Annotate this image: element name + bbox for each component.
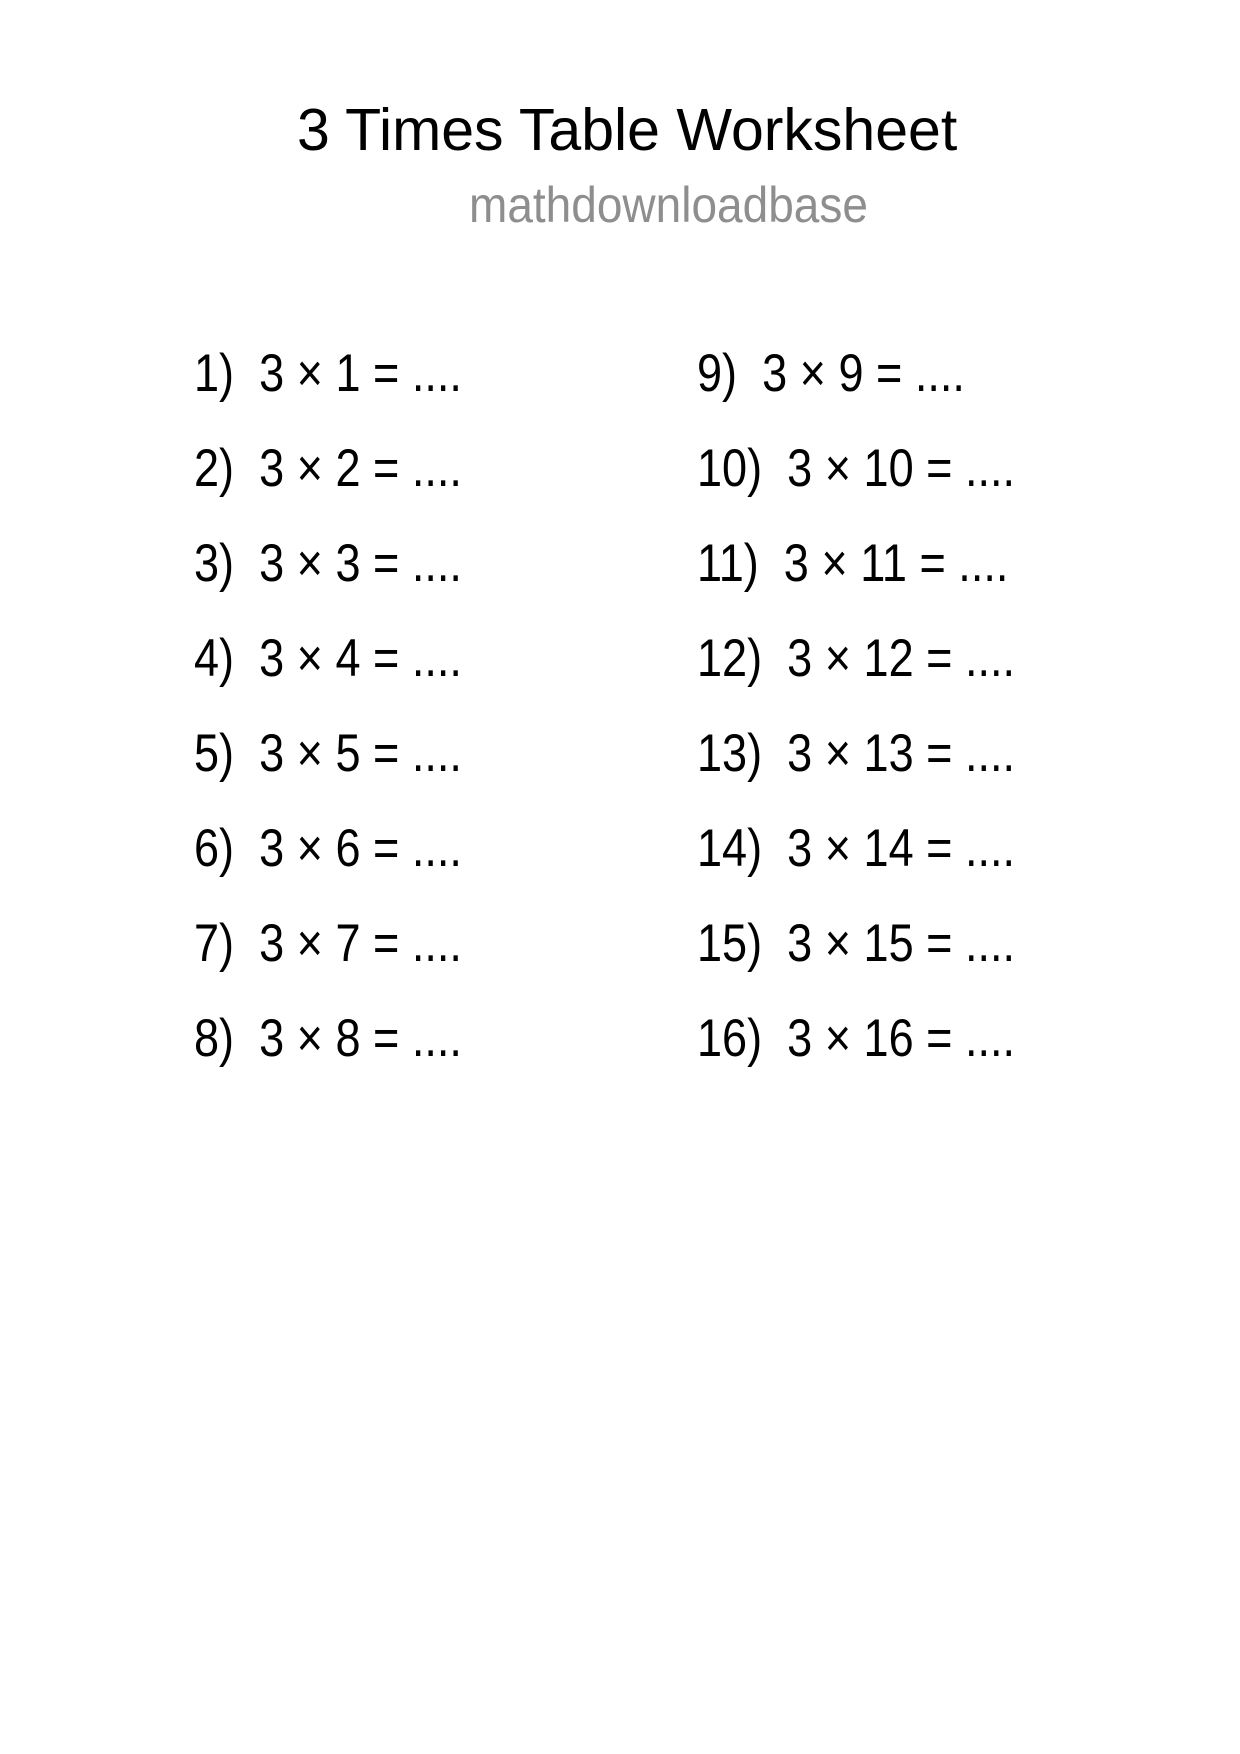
problem-item-9: 9) 3 × 9 = .... xyxy=(697,344,965,403)
problem-item-13: 13) 3 × 13 = .... xyxy=(697,724,1016,783)
problem-item-1: 1) 3 × 1 = .... xyxy=(194,344,462,403)
worksheet-title: 3 Times Table Worksheet xyxy=(297,97,958,163)
problem-item-7: 7) 3 × 7 = .... xyxy=(194,914,462,973)
problem-item-8: 8) 3 × 8 = .... xyxy=(194,1009,462,1068)
problem-item-6: 6) 3 × 6 = .... xyxy=(194,819,462,878)
problem-item-12: 12) 3 × 12 = .... xyxy=(697,629,1016,688)
problem-item-14: 14) 3 × 14 = .... xyxy=(697,819,1016,878)
problem-item-15: 15) 3 × 15 = .... xyxy=(697,914,1016,973)
problem-item-4: 4) 3 × 4 = .... xyxy=(194,629,462,688)
problem-item-16: 16) 3 × 16 = .... xyxy=(697,1009,1016,1068)
problems-column-left xyxy=(194,344,509,1107)
problem-item-3: 3) 3 × 3 = .... xyxy=(194,534,462,593)
problems-column-right xyxy=(697,344,1071,1107)
problem-item-10: 10) 3 × 10 = .... xyxy=(697,439,1016,498)
problem-item-5: 5) 3 × 5 = .... xyxy=(194,724,462,783)
problem-item-2: 2) 3 × 2 = .... xyxy=(194,439,462,498)
problem-item-11: 11) 3 × 11 = .... xyxy=(697,534,1009,593)
worksheet-brand: mathdownloadbase xyxy=(469,177,868,233)
